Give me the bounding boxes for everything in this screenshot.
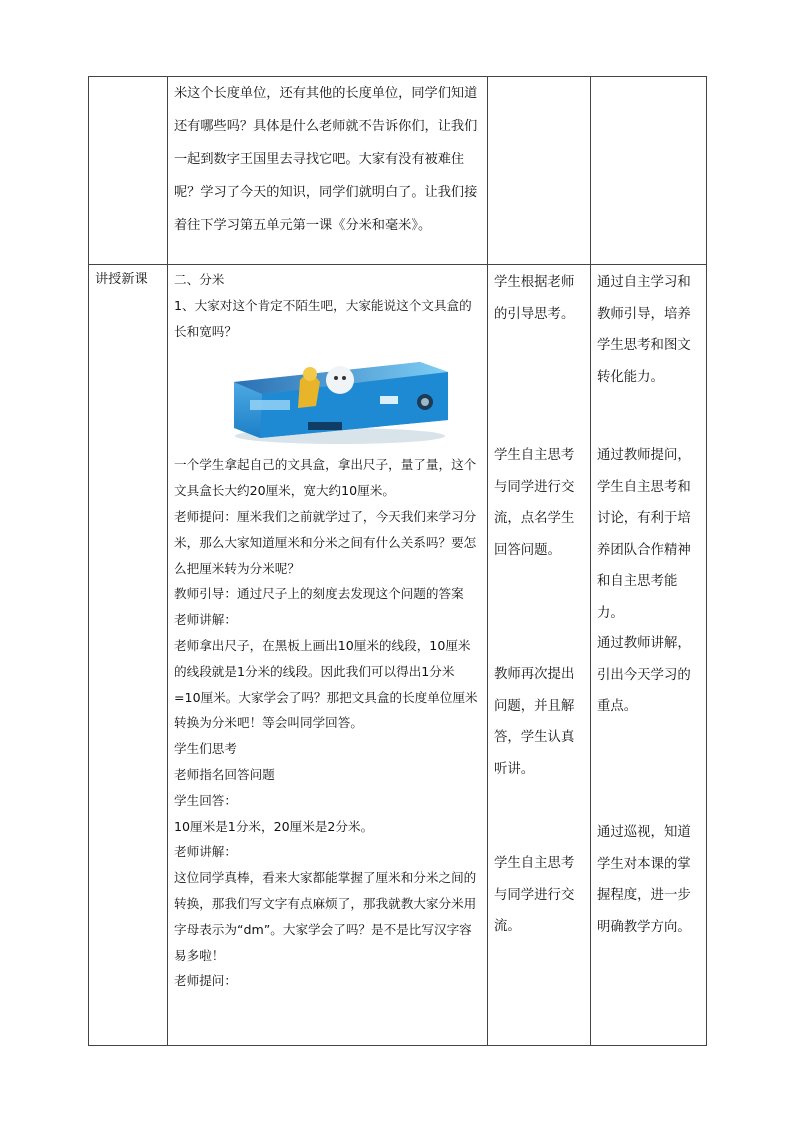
student-cell-empty [488, 77, 591, 265]
content-line: 老师拿出尺子，在黑板上画出10厘米的线段，10厘米的线段就是1分米的线段。因此我们可以得出1分米=10厘米。大家学会了吗？那把文具盒的长度单位厘米转换为分米吧！等会叫同学回答。 [174, 637, 478, 731]
design-purpose: 通过教师讲解，引出今天学习的重点。 [597, 636, 691, 714]
stage-label: 讲授新课 [89, 265, 168, 1046]
content-line: 老师讲解： [174, 612, 237, 628]
intro-text: 米这个长度单位，还有其他的长度单位，同学们知道还有哪些吗？具体是什么老师就不告诉你们，让我们一起到数字王国里去寻找它吧。大家有没有被难住呢？学习了今天的知识，同学们就明白了。让我们接着往下学习第五单元第一课《分米和毫米》。 [168, 77, 488, 265]
question-1: 1、大家对这个肯定不陌生吧，大家能说这个文具盒的长和宽吗？ [174, 297, 472, 339]
student-activity: 学生自主思考与同学进行交流。 [494, 856, 575, 934]
content-line: 老师提问：厘米我们之前就学过了，今天我们来学习分米，那么大家知道厘米和分米之间有什么关系吗？要怎么把厘米转为分米呢？ [174, 508, 477, 576]
lesson-plan-table [88, 76, 707, 1046]
content-cell [168, 265, 488, 1046]
table-row [89, 265, 707, 1046]
student-activity: 教师再次提出问题，并且解答，学生认真听讲。 [494, 667, 575, 777]
content-line: 学生们思考 [174, 741, 237, 757]
content-line: 这位同学真棒，看来大家都能掌握了厘米和分米之间的转换，那我们写文字有点麻烦了，那我就教大家分米用字母表示为“dm”。大家学会了吗？是不是比写汉字容易多啦！ [174, 870, 477, 963]
student-activity: 学生根据老师的引导思考。 [494, 275, 575, 322]
purpose-cell-empty [591, 77, 707, 265]
content-line: 学生回答： [174, 792, 237, 808]
student-activity: 学生自主思考与同学进行交流，点名学生回答问题。 [494, 448, 575, 558]
design-purpose: 通过巡视，知道学生对本课的掌握程度，进一步明确教学方向。 [597, 825, 691, 935]
content-line: 老师提问： [174, 973, 237, 989]
content-line: 一个学生拿起自己的文具盒，拿出尺子，量了量，这个文具盒长大约20厘米，宽大约10厘米。 [174, 457, 477, 499]
design-purpose: 通过教师提问，学生自主思考和讨论，有利于培养团队合作精神和自主思考能力。 [597, 448, 691, 621]
purpose-cell [591, 265, 707, 1046]
content-line: 10厘米是1分米，20厘米是2分米。 [174, 818, 374, 834]
content-line: 教师引导：通过尺子上的刻度去发现这个问题的答案 [174, 586, 464, 602]
section-heading: 二、分米 [174, 272, 225, 287]
table-row [89, 77, 707, 265]
pencil-case-image [220, 350, 460, 450]
design-purpose: 通过自主学习和教师引导，培养学生思考和图文转化能力。 [597, 275, 691, 385]
content-line: 老师讲解： [174, 844, 237, 860]
student-activity-cell [488, 265, 591, 1046]
stage-cell-empty [89, 77, 168, 265]
content-line: 老师指名回答问题 [174, 766, 275, 782]
